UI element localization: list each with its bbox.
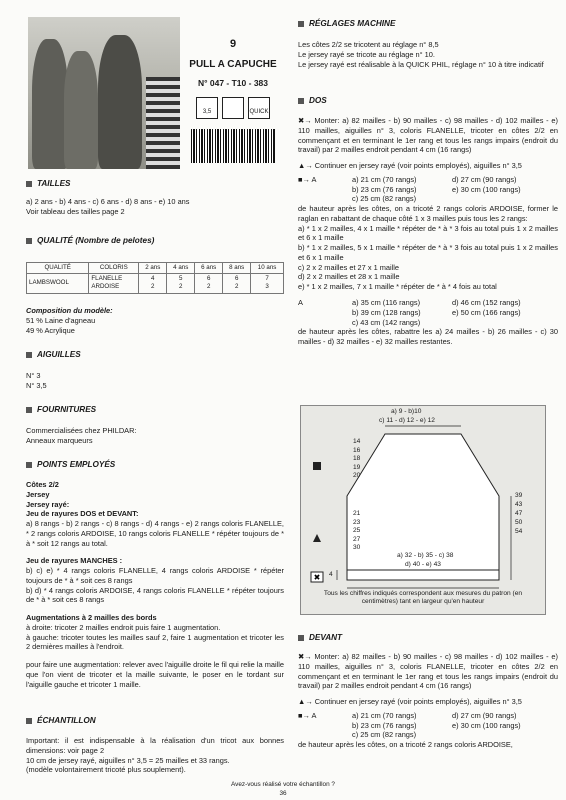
pattern-name: PULL A CAPUCHE: [189, 58, 277, 70]
needle-size: N° 3: [26, 371, 41, 380]
devant-cast-on: ✖→ Monter: a) 82 mailles - b) 90 mailles - c) 98 mailles - d) 102 mailles - e) 110 mailles, aiguilles n° 3, coloris FLANELLE, tricoter en côtes 2/2 en commençant et en terminant le 1er rang et tous les rangs impairs (endroit du travail) par 2 mailles endroit pendant 4 cm (16 rangs): [298, 652, 558, 691]
gauge-text: 10 cm de jersey rayé, aiguilles n° 3,5 = 25 mailles et 33 rangs.: [26, 755, 230, 765]
dos-raglan: de hauteur après les côtes, on a tricoté 2 rangs coloris ARDOISE, former le raglan en rabattant de chaque côté 1 x 3 mailles puis tous les 2 rangs:: [298, 204, 558, 223]
total-heights: 39 43 47 50 54: [515, 492, 523, 535]
raglan-heights: 14 16 18 19 20: [353, 438, 361, 480]
stitch-jersey: Jersey: [26, 489, 50, 499]
barcode: [191, 129, 275, 163]
qualite-heading: QUALITÉ (Nombre de pelotes): [26, 236, 154, 247]
devant-continue: ▲→ Continuer en jersey rayé (voir points employés), aiguilles n° 3,5: [298, 697, 522, 707]
footer-question: Avez-vous réalisé votre échantillon ?: [231, 781, 335, 788]
stripes-body-title: Jeu de rayures DOS et DEVANT:: [26, 509, 139, 519]
yarn-table: QUALITÉ COLORIS 2 ans 4 ans 6 ans 8 ans 10 ans LAMBSWOOL FLANELLE ARDOISE 4 2 5 2 6 2 6 2 7 3: [26, 262, 284, 294]
supplies-line: Anneaux marqueurs: [26, 435, 93, 445]
fournitures-heading: FOURNITURES: [26, 405, 96, 416]
machine-setting: Le jersey rayé est réalisable à la QUICK PHIL, réglage n° 10 à titre indicatif: [298, 59, 544, 69]
neck-width-1: a) 9 - b)10: [391, 408, 422, 415]
stripes-sleeve-text: b) c) e) * 4 rangs coloris FLANELLE, 4 rangs coloris ARDOISE * répéter toujours de * à * soit ces 8 rangs: [26, 566, 284, 585]
reglages-heading: RÉGLAGES MACHINE: [298, 19, 395, 30]
page-number: 36: [279, 790, 287, 797]
composition-line: 49 % Acrylique: [26, 325, 75, 335]
raglan-size: d) 2 x 2 mailles et 28 x 1 maille: [298, 272, 400, 282]
supplies-line: Commercialisées chez PHILDAR:: [26, 426, 137, 435]
dos-heights-2: A a) 35 cm (116 rangs) d) 46 cm (152 rangs) b) 39 cm (128 rangs) e) 50 cm (166 rangs) c) 43 cm (142 rangs): [298, 298, 521, 327]
needle-icon: 3,5: [196, 97, 218, 119]
neck-width-2: c) 11 - d) 12 - e) 12: [379, 417, 435, 424]
body-heights: 21 23 25 27 30: [353, 510, 361, 552]
composition-title: Composition du modèle:: [26, 306, 113, 315]
pattern-schematic: [300, 405, 546, 615]
stitch-cotes: Côtes 2/2: [26, 480, 59, 489]
raglan-size: b) * 1 x 2 mailles, 5 x 1 maille * répéter de * à * 3 fois au total puis 1 x 2 mailles et 6 x 1 maille: [298, 243, 558, 262]
dos-heading: DOS: [298, 96, 327, 107]
echantillon-heading: ÉCHANTILLON: [26, 716, 96, 727]
increase-title: Augmentations à 2 mailles des bords: [26, 613, 157, 623]
points-heading: POINTS EMPLOYÉS: [26, 460, 115, 471]
machine-setting: Le jersey rayé se tricote au réglage n° 10.: [298, 49, 435, 59]
increase-left: à gauche: tricoter toutes les mailles sauf 2, faire 1 augmentation et tricoter les 2 dernières mailles à l'endroit.: [26, 632, 284, 652]
pattern-number: 9: [229, 38, 237, 50]
pattern-info: [183, 17, 283, 169]
stripes-sleeve-title: Jeu de rayures MANCHES :: [26, 556, 123, 566]
devant-raglan: de hauteur après les côtes, on a tricoté 2 rangs coloris ARDOISE,: [298, 740, 513, 750]
tailles-heading: TAILLES: [26, 179, 71, 190]
devant-heights: ■→ A a) 21 cm (70 rangs) d) 27 cm (90 rangs) b) 23 cm (76 rangs) e) 30 cm (100 rangs) c) 25 cm (82 rangs): [298, 710, 521, 740]
gauge-important: Important: il est indispensable à la réalisation d'un tricot aux bonnes dimensions: voir page 2: [26, 736, 284, 755]
stripes-sleeve-text: b) d) * 4 rangs coloris ARDOISE, 4 rangs coloris FLANELLE * répéter toujours de * à * soit ces 8 rangs: [26, 585, 284, 605]
width-2: d) 40 - e) 43: [405, 561, 441, 568]
schematic-caption: Tous les chiffres indiqués correspondent aux mesures du patron (en centimètres) tant en largeur qu'en hauteur: [323, 590, 523, 605]
dos-continue: ▲→ Continuer en jersey rayé (voir points employés), aiguilles n° 3,5: [298, 161, 522, 171]
stitch-grid-icon: [222, 97, 244, 119]
tailles-sizes: a) 2 ans - b) 4 ans - c) 6 ans - d) 8 ans - e) 10 ans: [26, 197, 190, 206]
quick-machine-icon: QUICK: [248, 97, 270, 119]
increase-howto: pour faire une augmentation: relever avec l'aiguille droite le fil qui relie la maille que l'on vient de tricoter et la maille suivante, le poser en le tordant sur l'aiguille gauche et tricoter 1 maille.: [26, 660, 284, 689]
devant-heading: DEVANT: [298, 633, 342, 644]
tailles-ref: Voir tableau des tailles page 2: [26, 206, 125, 216]
pattern-ref: N° 047 - T10 - 383: [197, 77, 269, 88]
stitch-jersey-raye: Jersey rayé:: [26, 499, 70, 509]
dos-bind-off: de hauteur après les côtes, rabattre les a) 24 mailles - b) 26 mailles - c) 30 mailles - d) 32 mailles - e) 32 mailles restantes.: [298, 327, 558, 347]
needle-size: N° 3,5: [26, 380, 47, 390]
dos-heights-1: ■→ A a) 21 cm (70 rangs) d) 27 cm (90 rangs) b) 23 cm (76 rangs) e) 30 cm (100 rangs) c) 25 cm (82 rangs): [298, 174, 521, 204]
gauge-note: (modèle volontairement tricoté plus souplement).: [26, 765, 186, 775]
width-1: a) 32 - b) 35 - c) 38: [397, 552, 454, 559]
increase-right: à droite: tricoter 2 mailles endroit puis faire 1 augmentation.: [26, 622, 221, 632]
aiguilles-heading: AIGUILLES: [26, 350, 81, 361]
composition-line: 51 % Laine d'agneau: [26, 315, 96, 325]
model-photo: [28, 17, 180, 169]
raglan-size: a) * 1 x 2 mailles, 4 x 1 maille * répéter de * à * 3 fois au total puis 1 x 2 mailles et 6 x 1 maille: [298, 223, 558, 243]
raglan-size: c) 2 x 2 mailles et 27 x 1 maille: [298, 262, 400, 272]
dos-cast-on: ✖→ Monter: a) 82 mailles - b) 90 mailles - c) 98 mailles - d) 102 mailles - e) 110 mailles, aiguilles n° 3, coloris FLANELLE, tricoter en côtes 2/2 en commençant et en terminant le 1er rang et tous les rangs impairs (endroit du travail) par 2 mailles endroit pendant 4 cm (16 rangs): [298, 116, 558, 155]
machine-setting: Les côtes 2/2 se tricotent au réglage n° 8,5: [298, 40, 439, 49]
stripes-body-text: a) 8 rangs - b) 2 rangs - c) 8 rangs - d) 4 rangs - e) 2 rangs coloris FLANELLE, * 2 rangs coloris ARDOISE, 10 rangs coloris FLANELLE * répéter toujours de * à * soit 12 rangs au total.: [26, 519, 284, 548]
raglan-size: e) * 1 x 2 mailles, 7 x 1 maille * répéter de * à * 4 fois au total: [298, 282, 497, 292]
rib-height: 4: [329, 571, 333, 578]
svg-text:✖: ✖: [313, 573, 321, 582]
